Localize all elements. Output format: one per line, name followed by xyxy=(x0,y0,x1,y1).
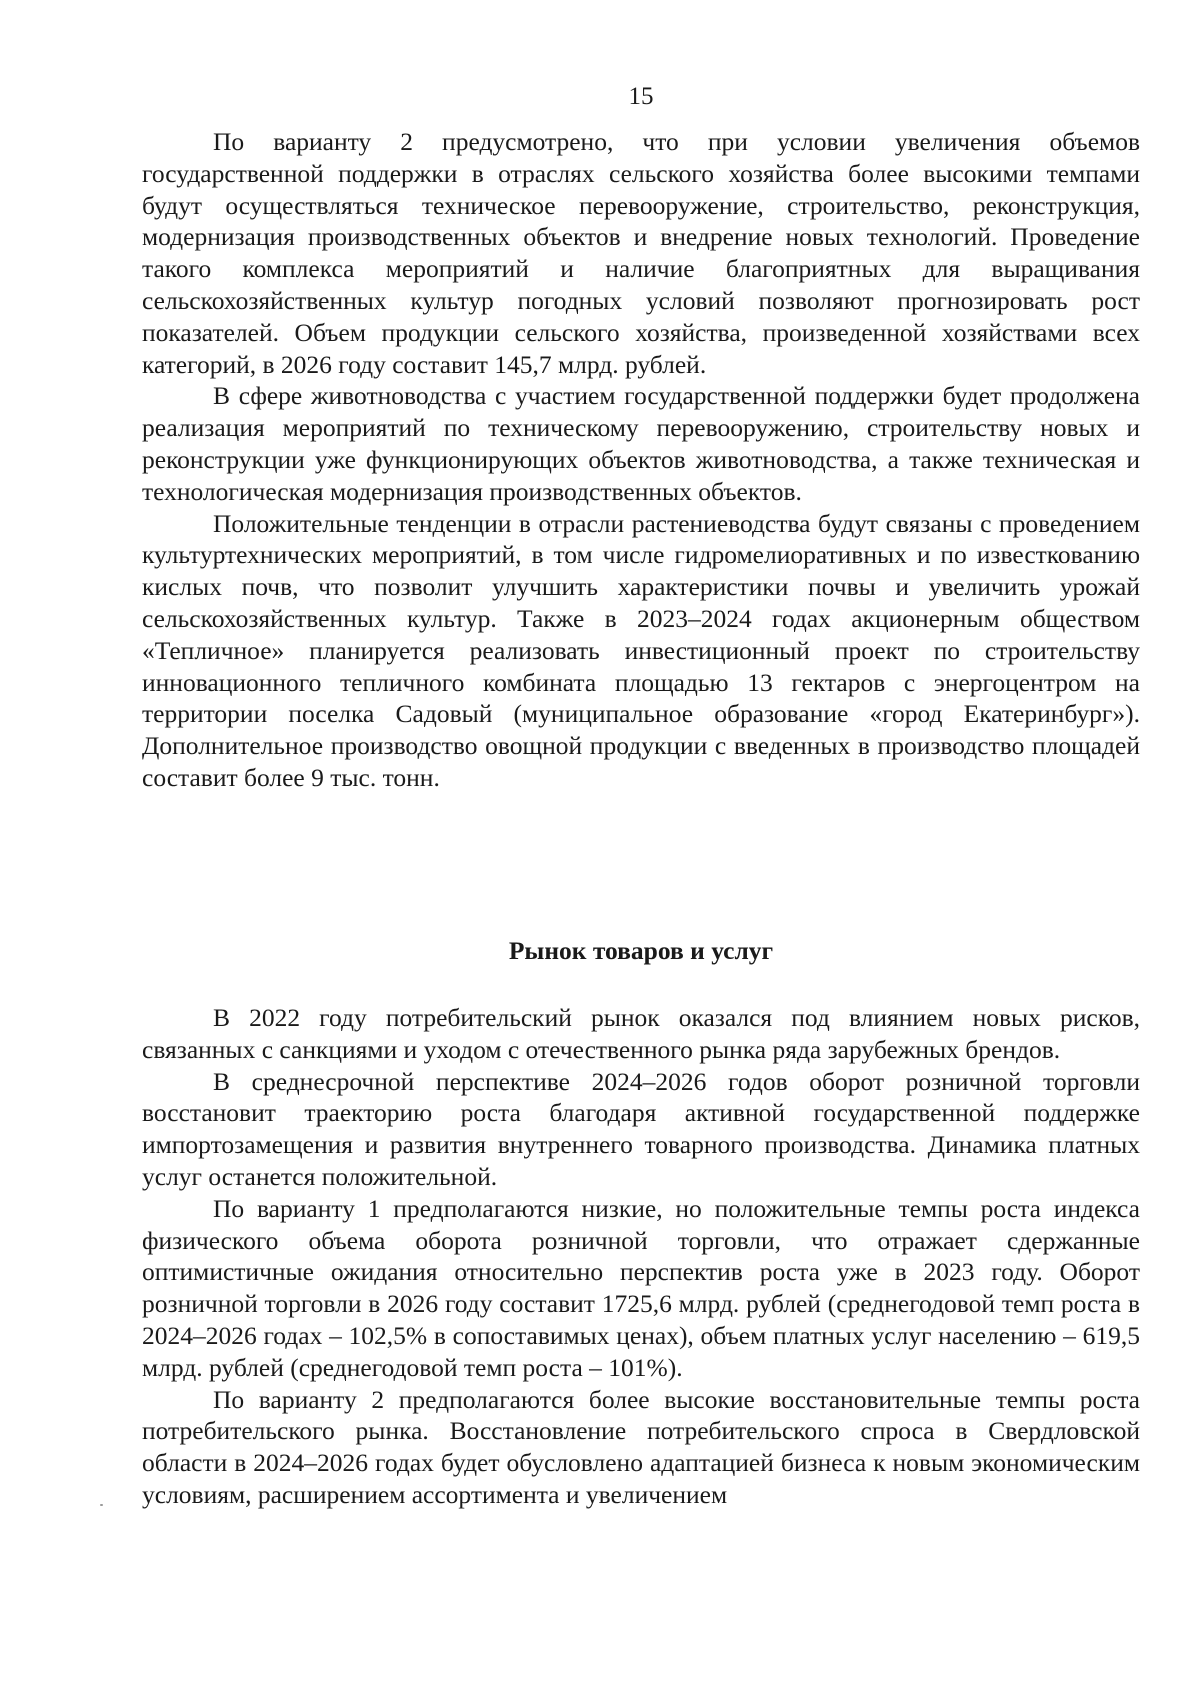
section-heading: Рынок товаров и услуг xyxy=(508,936,774,965)
text-block-agriculture xyxy=(142,126,1140,794)
paragraph: В сфере животноводства с участием государственной поддержки будет продолжена реализация мероприятий по техническому перевооружению, строительству новых и реконструкции уже функционирующих объектов животноводства, а также техническая и технологическая модернизация производственных объектов. xyxy=(142,381,1140,506)
paragraph: В среднесрочной перспективе 2024–2026 годов оборот розничной торговли восстановит траекторию роста благодаря активной государственной поддержке импортозамещения и развития внутреннего товарного производства. Динамика платных услуг останется положительной. xyxy=(142,1066,1140,1191)
paragraph: В 2022 году потребительский рынок оказался под влиянием новых рисков, связанных с санкциями и уходом с отечественного рынка ряда зарубежных брендов. xyxy=(142,1003,1140,1064)
paragraph: Положительные тенденции в отрасли растениеводства будут связаны с проведением культуртехнических мероприятий, в том числе гидромелиоративных и по известкованию кислых почв, что позволит улучшить характеристики почвы и увеличить урожай сельскохозяйственных культур. Также в 2023–2024 годах акционерным обществом «Тепличное» планируется реализовать инвестиционный проект по строительству инновационного тепличного комбината площадью 13 гектаров с энергоцентром на территории поселка Садовый (муниципальное образование «город Екатеринбург»). Дополнительное производство овощной продукции с введенных в производство площадей составит более 9 тыс. тонн. xyxy=(142,508,1140,792)
scan-speck xyxy=(100,1504,103,1506)
paragraph: По варианту 2 предусмотрено, что при условии увеличения объемов государственной поддержки в отраслях сельского хозяйства более высокими темпами будут осуществляться техническое перевооружение, строительство, реконструкция, модернизация производственных объектов и внедрение новых технологий. Проведение такого комплекса мероприятий и наличие благоприятных для выращивания сельскохозяйственных культур погодных условий позволяют прогнозировать рост показателей. Объем продукции сельского хозяйства, произведенной хозяйствами всех категорий, в 2026 году составит 145,7 млрд. рублей. xyxy=(142,127,1140,379)
text-block-consumer-market xyxy=(142,1002,1140,1511)
page-number: 15 xyxy=(628,83,654,110)
paragraph: По варианту 2 предполагаются более высокие восстановительные темпы роста потребительского рынка. Восстановление потребительского спроса в Свердловской области в 2024–2026 годах будет обусловлено адаптацией бизнеса к новым экономическим условиям, расширением ассортимента и увеличением xyxy=(142,1384,1140,1509)
paragraph: По варианту 1 предполагаются низкие, но положительные темпы роста индекса физического объема оборота розничной торговли, что отражает сдержанные оптимистичные ожидания относительно перспектив роста уже в 2023 году. Оборот розничной торговли в 2026 году составит 1725,6 млрд. рублей (среднегодовой темп роста в 2024–2026 годах – 102,5% в сопоставимых ценах), объем платных услуг населению – 619,5 млрд. рублей (среднегодовой темп роста – 101%). xyxy=(142,1193,1140,1382)
